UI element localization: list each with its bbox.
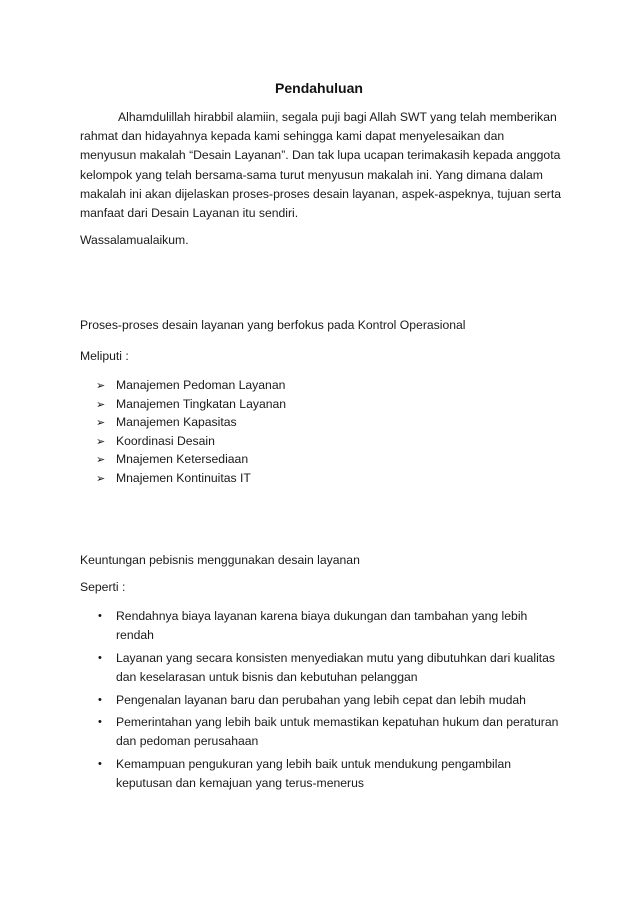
list-item: ➢ Mnajemen Ketersediaan xyxy=(96,450,286,469)
section1-heading: Proses-proses desain layanan yang berfokus pada Kontrol Operasional xyxy=(80,318,466,332)
section2-heading: Keuntungan pebisnis menggunakan desain layanan xyxy=(80,553,360,567)
benefit-list xyxy=(96,607,566,797)
arrow-bullet-icon: ➢ xyxy=(96,454,106,467)
list-item: ➢ Manajemen Kapasitas xyxy=(96,413,286,432)
arrow-bullet-icon: ➢ xyxy=(96,380,106,392)
section1-sublabel: Meliputi : xyxy=(80,349,129,363)
dot-bullet-icon: • xyxy=(98,693,102,706)
dot-bullet-icon: • xyxy=(98,610,102,622)
list-item: • Layanan yang secara konsisten menyediakan mutu yang dibutuhkan dari kualitas dan keselarasan untuk bisnis dan kebutuhan pelanggan xyxy=(98,650,556,684)
list-item: • Pemerintahan yang lebih baik untuk memastikan kepatuhan hukum dan peraturan dan pedoman perusahaan xyxy=(98,715,559,749)
list-item: ➢ Koordinasi Desain xyxy=(96,432,286,451)
list-item: ➢ Mnajemen Kontinuitas IT xyxy=(96,469,286,488)
page-title: Pendahuluan xyxy=(275,80,363,96)
dot-bullet-icon: • xyxy=(98,651,102,664)
list-item: ➢ Manajemen Pedoman Layanan xyxy=(96,376,286,395)
list-item: ➢ Manajemen Tingkatan Layanan xyxy=(96,395,286,414)
list-item: • Pengenalan layanan baru dan perubahan yang lebih cepat dan lebih mudah xyxy=(96,691,566,710)
process-list xyxy=(96,376,286,488)
arrow-bullet-icon: ➢ xyxy=(96,398,106,411)
intro-paragraph xyxy=(80,108,562,223)
arrow-bullet-icon: ➢ xyxy=(96,435,106,448)
dot-bullet-icon: • xyxy=(98,716,102,729)
section2-sublabel: Seperti : xyxy=(80,580,126,594)
closing-greeting: Wassalamualaikum. xyxy=(80,233,189,247)
arrow-bullet-icon: ➢ xyxy=(96,417,106,430)
list-item: • Kemampuan pengukuran yang lebih baik untuk mendukung pengambilan keputusan dan kemajuan yang terus-menerus xyxy=(98,756,512,791)
intro-text: Alhamdulillah hirabbil alamiin, segala puji bagi Allah SWT yang telah memberikan rahmat dan hidayahnya kepada kami sehingga kami dapat menyelesaikan dan menyusun makalah “Desain Layanan”. Dan tak lupa ucapan terimakasih kepada anggota kelompok yang telah bersama-sama turut menyusun makalah ini. Yang dimana dalam makalah ini akan dijelaskan proses-proses desain layanan, aspek-aspeknya, tujuan serta manfaat dari Desain Layanan itu sendiri. xyxy=(80,110,562,221)
arrow-bullet-icon: ➢ xyxy=(96,472,106,485)
list-item: • Rendahnya biaya layanan karena biaya dukungan dan tambahan yang lebih rendah xyxy=(98,609,528,643)
dot-bullet-icon: • xyxy=(98,757,102,770)
